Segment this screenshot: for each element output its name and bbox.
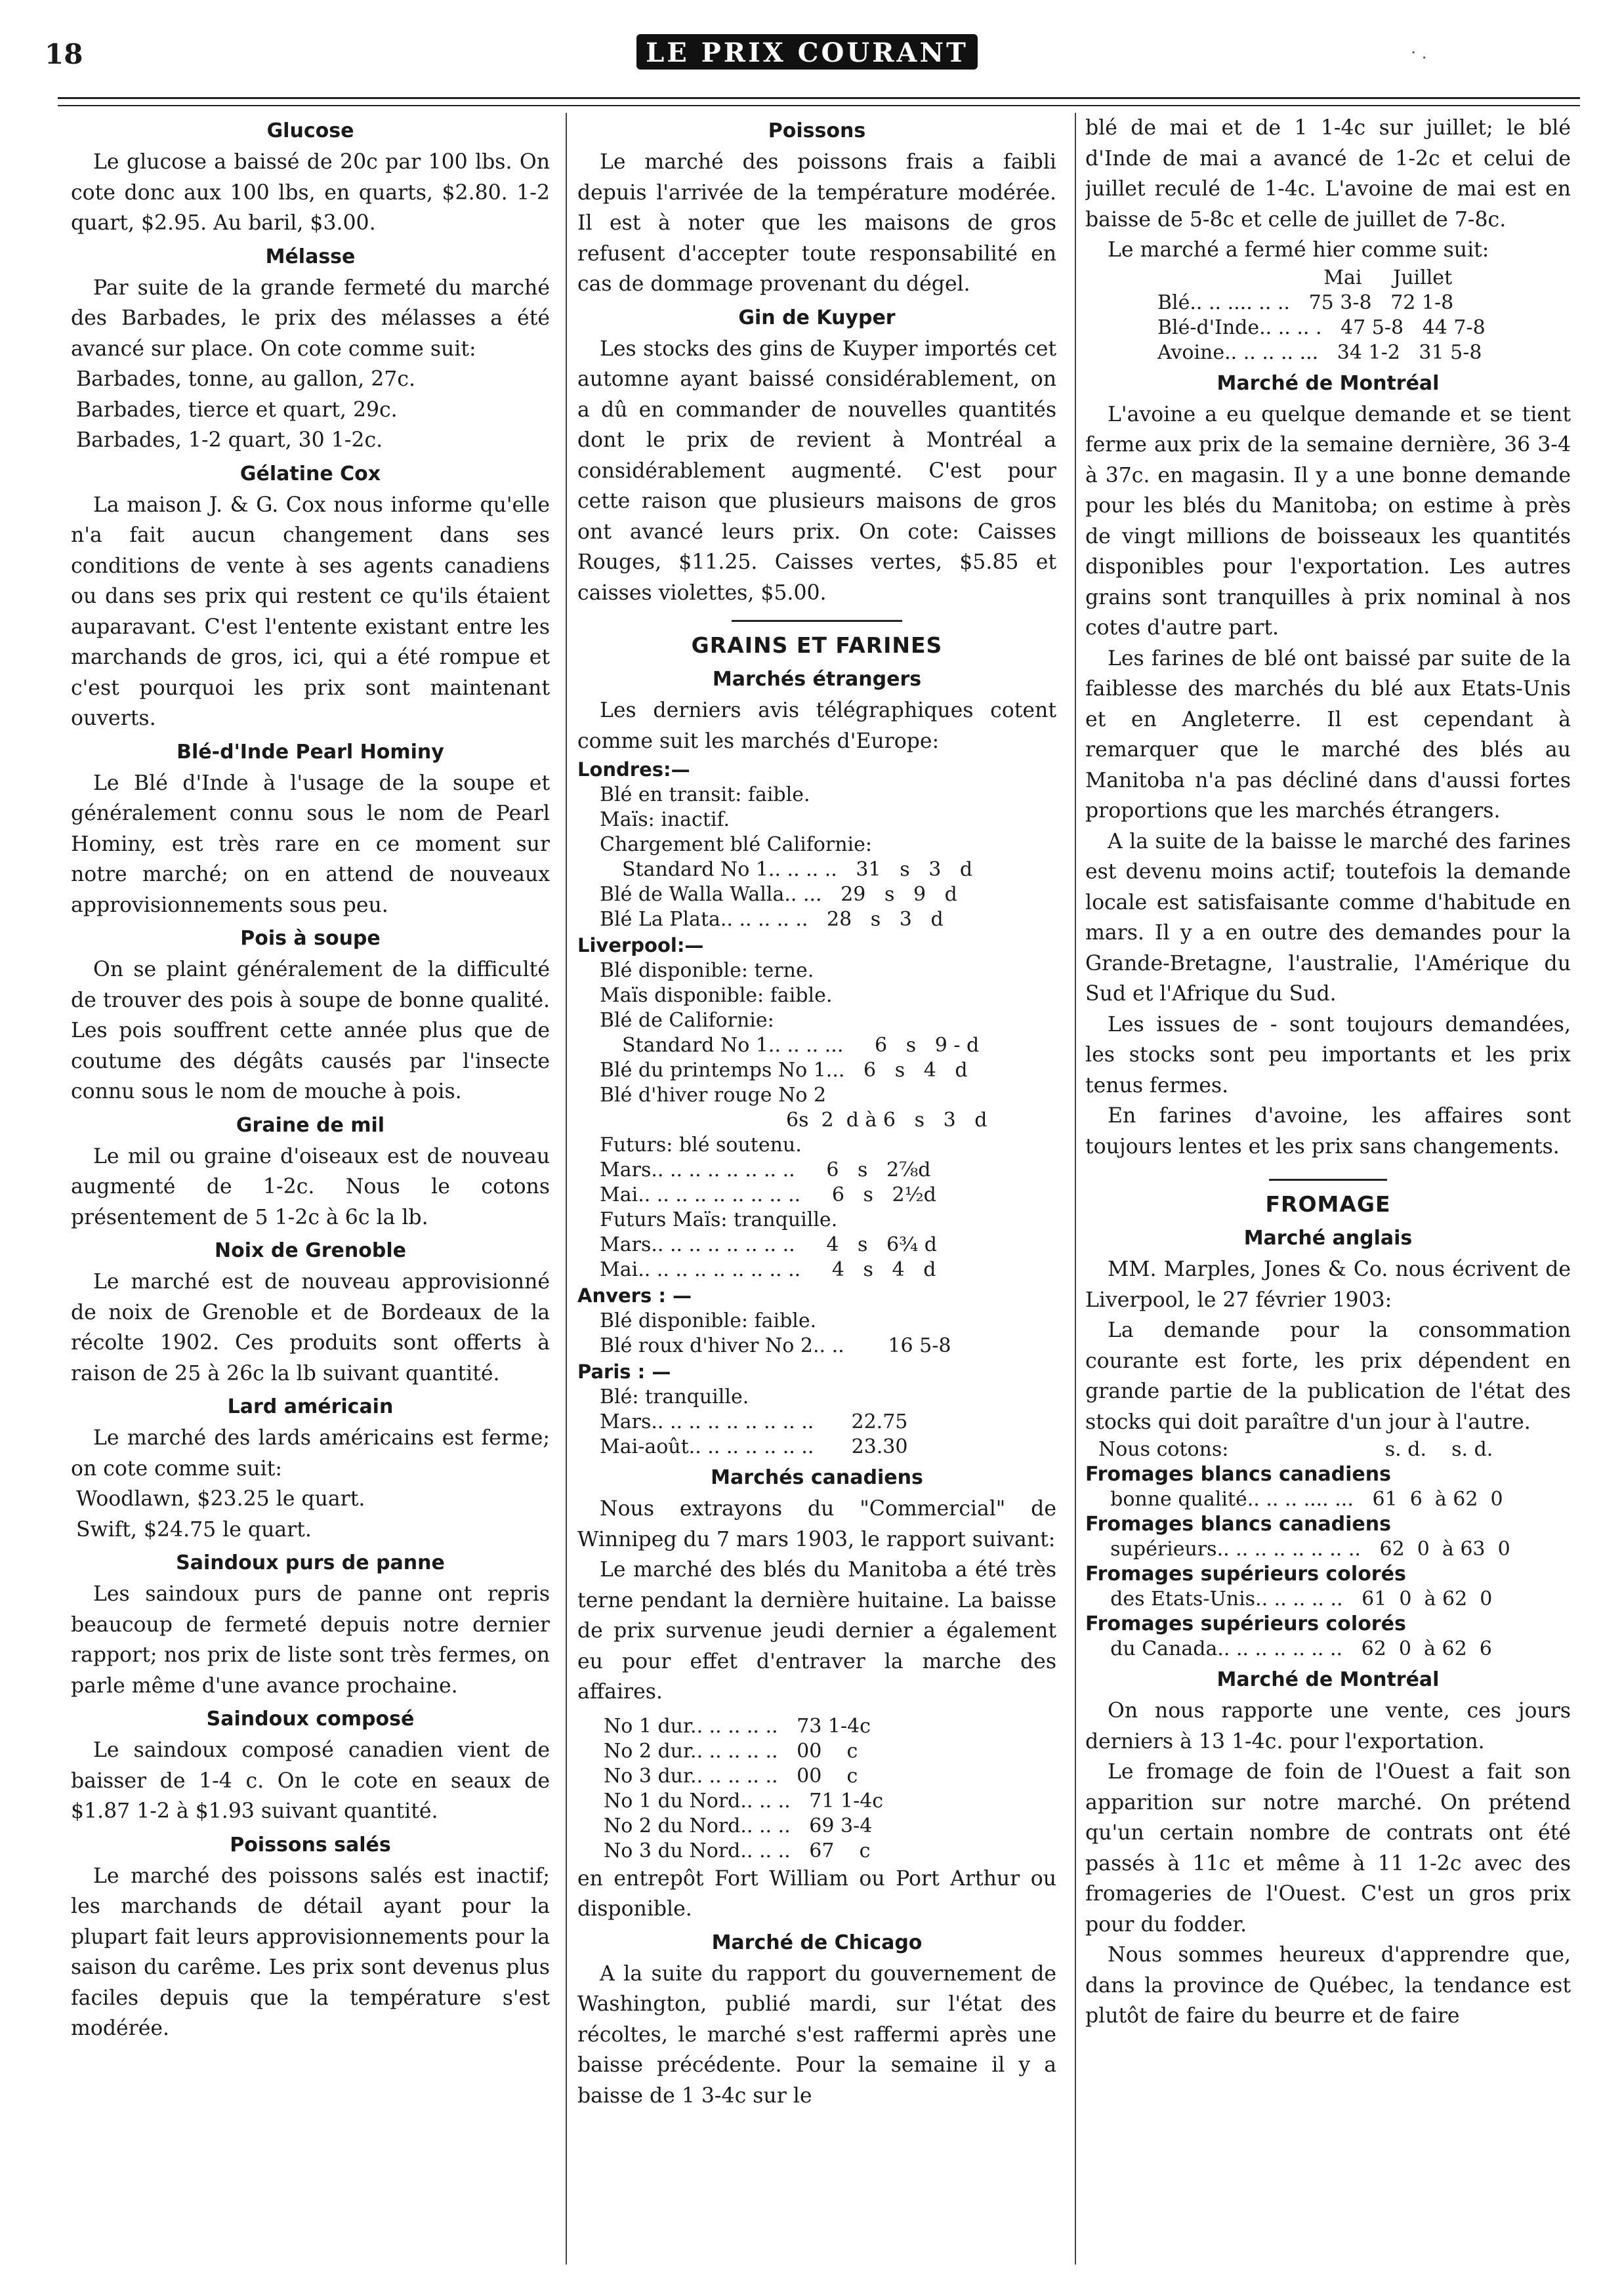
quote-line: Blé de Californie: bbox=[600, 1009, 774, 1032]
column-separator bbox=[566, 113, 567, 2265]
section-title: Marché anglais bbox=[1243, 1227, 1413, 1250]
quote-line: Blé en transit: faible. bbox=[600, 783, 810, 806]
quote-line: Chargement blé Californie: bbox=[600, 833, 872, 856]
paragraph: Le glucose a baissé de 20c par 100 lbs. On cote donc aux 100 lbs, en quarts, $2.80. 1-2 quart, $2.95. Au baril, $3.00. bbox=[71, 150, 550, 235]
quote-header: Nous cotons: s. d. s. d. bbox=[1098, 1438, 1493, 1461]
paragraph: Les stocks des gins de Kuyper importés cet automne ayant baissé considérablement, on a dû en commander de nouvelles quantités dont le prix de revient à Montréal a considérablement augmenté. C'est pour cette raison que plusieurs maisons de gros ont avancé leurs prix. On cote: Caisses Rouges, $11.25. Caisses vertes, $5.85 et caisses violettes, $5.00. bbox=[577, 337, 1056, 605]
paragraph: La demande pour la consommation courante est forte, les prix dépendent en grande partie de la publication de l'état des stocks qui doit paraître d'un jour à l'autre. bbox=[1085, 1319, 1571, 1434]
market-city: Londres:— bbox=[577, 758, 690, 781]
section-title: Marché de Montréal bbox=[1216, 1668, 1440, 1691]
quote-line: Mai.. .. .. .. .. .. .. .. .. 4 s 4 d bbox=[600, 1258, 936, 1281]
paragraph: Les issues de - sont toujours demandées, les stocks sont peu importants et les prix tenus fermes. bbox=[1085, 1012, 1571, 1097]
section-rule bbox=[1269, 1179, 1387, 1181]
quote-line: Mai.. .. .. .. .. .. .. .. .. 6 s 2½d bbox=[600, 1183, 936, 1206]
header-rule-thin bbox=[58, 105, 1580, 106]
section-title: Gélatine Cox bbox=[239, 462, 381, 485]
quote-line: Standard No 1.. .. .. ... 6 s 9 - d bbox=[622, 1034, 980, 1057]
quote-line: Mars.. .. .. .. .. .. .. .. 4 s 6¾ d bbox=[600, 1233, 937, 1256]
paragraph: blé de mai et de 1 1-4c sur juillet; le blé d'Inde de mai a avancé de 1-2c et celui de juillet reculé de 1-4c. L'avoine de mai est en baisse de 5-8c et celle de juillet de 7-8c. bbox=[1085, 116, 1571, 232]
paragraph: Nous sommes heureux d'apprendre que, dans la province de Québec, la tendance est plutôt de faire du beurre et de faire bbox=[1085, 1943, 1571, 2028]
paragraph: La maison J. & G. Cox nous informe qu'elle n'a fait aucun changement dans ses conditions de vente à ses agents canadiens ou dans ses prix qui restent ce qu'ils étaient auparavant. C'est l'entente existant entre les marchands de gros, ici, qui a été rompue et c'est pourquoi les prix sont maintenant ouverts. bbox=[71, 493, 550, 730]
section-title: Pois à soupe bbox=[240, 927, 381, 950]
section-title: Marchés canadiens bbox=[711, 1466, 923, 1489]
price-line: Swift, $24.75 le quart. bbox=[76, 1517, 312, 1542]
quote-line: Blé La Plata.. .. .. .. .. 28 s 3 d bbox=[600, 908, 944, 931]
svg-text:LE PRIX COURANT: LE PRIX COURANT bbox=[646, 37, 968, 68]
section-title: Glucose bbox=[266, 119, 354, 142]
quote-line: Blé d'hiver rouge No 2 bbox=[600, 1084, 827, 1107]
paragraph: Le marché des poissons salés est inactif; les marchands de détail ayant pour la plupart fait leurs approvisionnements pour la saison du carême. Les prix sont devenus plus faciles depuis que la température s'est modérée. bbox=[71, 1864, 550, 2040]
section-title: Lard américain bbox=[227, 1395, 394, 1418]
quote-line: Blé: tranquille. bbox=[600, 1385, 749, 1408]
quote-line: No 2 du Nord.. .. .. 69 3-4 bbox=[604, 1814, 873, 1837]
paragraph: Le marché des lards américains est ferme; on cote comme suit: bbox=[71, 1426, 550, 1481]
price-line: Barbades, 1-2 quart, 30 1-2c. bbox=[76, 428, 383, 452]
paragraph: On nous rapporte une vente, ces jours derniers à 13 1-4c. pour l'exportation. bbox=[1085, 1699, 1571, 1753]
section-title: Marché de Montréal bbox=[1216, 371, 1440, 395]
section-title: Gin de Kuyper bbox=[738, 306, 896, 329]
column-3 bbox=[1085, 113, 1571, 2278]
quote-line: Futurs: blé soutenu. bbox=[600, 1134, 802, 1157]
section-title: Saindoux composé bbox=[206, 1708, 415, 1731]
market-city: Anvers : — bbox=[577, 1284, 692, 1307]
paragraph: Le mil ou graine d'oiseaux est de nouveau augmenté de 1-2c. Nous le cotons présentement de 5 1-2c à 6c la lb. bbox=[71, 1144, 550, 1229]
paragraph: Par suite de la grande fermeté du marché des Barbades, le prix des mélasses a été avancé sur place. On cote comme suit: bbox=[71, 276, 550, 361]
paragraph: MM. Marples, Jones & Co. nous écrivent de Liverpool, le 27 février 1903: bbox=[1085, 1258, 1571, 1312]
quote-line: Avoine.. .. .. .. ... 34 1-2 31 5-8 bbox=[1157, 340, 1482, 364]
price-line: Barbades, tonne, au gallon, 27c. bbox=[76, 367, 415, 391]
section-title: Mélasse bbox=[265, 245, 356, 268]
quote-line: Fromages supérieurs colorés bbox=[1085, 1612, 1406, 1635]
corner-mark: · . bbox=[1411, 43, 1427, 63]
column-2 bbox=[577, 113, 1056, 2278]
quote-line: Blé de Walla Walla.. ... 29 s 9 d bbox=[600, 883, 957, 906]
quote-line: Fromages blancs canadiens bbox=[1085, 1513, 1391, 1536]
quote-line: Futurs Maïs: tranquille. bbox=[600, 1208, 838, 1231]
price-line: Woodlawn, $23.25 le quart. bbox=[76, 1487, 365, 1511]
section-title: Marché de Chicago bbox=[711, 1931, 923, 1954]
price-line: Barbades, tierce et quart, 29c. bbox=[76, 398, 398, 422]
quote-line: bonne qualité.. .. .. .... ... 61 6 à 62 0 bbox=[1085, 1488, 1503, 1511]
page-number: 18 bbox=[45, 38, 83, 70]
quote-header: Mai Juillet bbox=[1098, 266, 1453, 289]
quote-line: Fromages supérieurs colorés bbox=[1085, 1563, 1406, 1586]
paragraph: Les saindoux purs de panne ont repris beaucoup de fermeté depuis notre dernier rapport; nos prix de liste sont très fermes, on parle même d'une avance prochaine. bbox=[71, 1582, 550, 1698]
section-title: Noix de Grenoble bbox=[215, 1239, 406, 1262]
section-title: Blé-d'Inde Pearl Hominy bbox=[177, 740, 444, 764]
quote-line: Fromages blancs canadiens bbox=[1085, 1463, 1391, 1486]
section-title: Saindoux purs de panne bbox=[176, 1551, 445, 1574]
market-city: Liverpool:— bbox=[577, 934, 704, 956]
quote-line: Mai-août.. .. .. .. .. .. .. 23.30 bbox=[600, 1435, 908, 1458]
paragraph: Le Blé d'Inde à l'usage de la soupe et généralement connu sous le nom de Pearl Hominy, est très rare en ce moment sur notre marché; on en attend de nouveaux approvisionnements sous peu. bbox=[71, 771, 550, 917]
quote-line: Mars.. .. .. .. .. .. .. .. .. 22.75 bbox=[600, 1410, 908, 1433]
quote-line: Blé.. .. .... .. .. 75 3-8 72 1-8 bbox=[1157, 291, 1454, 314]
paragraph: L'avoine a eu quelque demande et se tient ferme aux prix de la semaine dernière, 36 3-4 à 37c. en magasin. Il y a une bonne demande pour les blés du Manitoba; on estime à près de vingt millions de boisseaux les quantités disponibles pour l'exportation. Les autres grains sont tranquilles à prix nominal à nos cotes d'autre part. bbox=[1085, 402, 1571, 640]
paragraph: A la suite de la baisse le marché des farines est devenu moins actif; toutefois la demande locale est satisfaisante comme d'habitude en mars. Il y a en outre des demandes pour la Grande-Bretagne, l'australie, l'Amérique du Sud et l'Afrique du Sud. bbox=[1085, 829, 1571, 1006]
major-heading: GRAINS ET FARINES bbox=[691, 632, 943, 658]
paragraph: Le marché a fermé hier comme suit: bbox=[1108, 238, 1489, 262]
quote-line: Mars.. .. .. .. .. .. .. .. 6 s 2⅞d bbox=[600, 1158, 931, 1181]
paragraph: Le marché est de nouveau approvisionné de noix de Grenoble et de Bordeaux de la récolte 1902. Ces produits sont offerts à raison de 25 à 26c la lb suivant quantité. bbox=[71, 1270, 550, 1385]
section-rule bbox=[732, 620, 902, 622]
quote-line: Blé disponible: terne. bbox=[600, 959, 814, 982]
quote-line: No 1 dur.. .. .. .. .. 73 1-4c bbox=[604, 1714, 871, 1738]
quote-line: 6s 2 d à 6 s 3 d bbox=[786, 1109, 988, 1132]
quote-line: Maïs: inactif. bbox=[600, 808, 730, 831]
quote-line: supérieurs.. .. .. .. .. .. .. .. 62 0 à 63 0 bbox=[1085, 1538, 1510, 1561]
paragraph: A la suite du rapport du gouvernement de Washington, publié mardi, sur l'état des récoltes, le marché s'est raffermi après une baisse précédente. Pour la semaine il y a baisse de 1 3-4c sur le bbox=[577, 1961, 1056, 2108]
paragraph: en entrepôt Fort William ou Port Arthur ou disponible. bbox=[577, 1866, 1056, 1921]
quote-line: No 3 du Nord.. .. .. 67 c bbox=[604, 1839, 871, 1862]
paragraph: Nous extrayons du "Commercial" de Winnipeg du 7 mars 1903, le rapport suivant: bbox=[577, 1497, 1056, 1551]
paragraph: Le fromage de foin de l'Ouest a fait son apparition sur notre marché. On prétend qu'un certain nombre de contrats ont été passés à 11c et même à 11 1-2c avec des fromageries de l'Ouest. C'est un gros prix pour du fodder. bbox=[1085, 1760, 1571, 1937]
section-title: Poissons salés bbox=[230, 1833, 391, 1856]
paragraph: Le marché des poissons frais a faibli depuis l'arrivée de la température modérée. Il est à noter que les maisons de gros refusent d'accepter toute responsabilité en cas de dommage provenant du dégel. bbox=[577, 150, 1056, 296]
header-rule bbox=[58, 97, 1580, 99]
paragraph: On se plaint généralement de la difficulté de trouver des pois à soupe de bonne qualité. Les pois souffrent cette année plus que de coutume des dégâts causés par l'insecte connu sous le nom de mouche à pois. bbox=[71, 958, 550, 1103]
quote-line: No 3 dur.. .. .. .. .. 00 c bbox=[604, 1764, 858, 1788]
paragraph: En farines d'avoine, les affaires sont toujours lentes et les prix sans changements. bbox=[1085, 1104, 1571, 1158]
quote-line: Standard No 1.. .. .. .. 31 s 3 d bbox=[622, 858, 973, 881]
paragraph: Les derniers avis télégraphiques cotent comme suit les marchés d'Europe: bbox=[577, 699, 1056, 753]
paragraph: Les farines de blé ont baissé par suite de la faiblesse des marchés du blé aux Etats-Unis et en Angleterre. Il est cependant à remarquer que le marché des blés au Manitoba n'a pas décliné dans d'aussi fortes proportions que les marchés étrangers. bbox=[1085, 646, 1571, 823]
section-title: Graine de mil bbox=[236, 1113, 385, 1137]
quote-line: du Canada.. .. .. .. .. .. .. 62 0 à 62 6 bbox=[1085, 1637, 1492, 1660]
market-city: Paris : — bbox=[577, 1361, 671, 1383]
section-title: Poissons bbox=[768, 119, 866, 142]
quote-line: No 1 du Nord.. .. .. 71 1-4c bbox=[604, 1789, 884, 1813]
paragraph: Le saindoux composé canadien vient de baisser de 1-4 c. On le cote en seaux de $1.87 1-2 à $1.93 suivant quantité. bbox=[71, 1738, 550, 1823]
quote-line: Maïs disponible: faible. bbox=[600, 984, 833, 1007]
paragraph: Le marché des blés du Manitoba a été très terne pendant la dernière huitaine. La baisse de prix survenue jeudi dernier a également eu pour effet d'entraver la marche des affaires. bbox=[577, 1558, 1056, 1704]
column-separator bbox=[1075, 113, 1076, 2265]
quote-line: Blé-d'Inde.. .. .. . 47 5-8 44 7-8 bbox=[1157, 316, 1486, 339]
quote-line: Blé disponible: faible. bbox=[600, 1309, 817, 1332]
section-title: Marchés étrangers bbox=[712, 668, 922, 691]
major-heading: FROMAGE bbox=[1265, 1191, 1391, 1217]
column-1 bbox=[71, 113, 550, 2278]
quote-line: Blé roux d'hiver No 2.. .. 16 5-8 bbox=[600, 1334, 951, 1357]
masthead-logo bbox=[636, 31, 978, 72]
quote-line: No 2 dur.. .. .. .. .. 00 c bbox=[604, 1739, 858, 1763]
quote-line: des Etats-Unis.. .. .. .. .. 61 0 à 62 0 bbox=[1085, 1588, 1493, 1610]
quote-line: Blé du printemps No 1... 6 s 4 d bbox=[600, 1059, 968, 1082]
